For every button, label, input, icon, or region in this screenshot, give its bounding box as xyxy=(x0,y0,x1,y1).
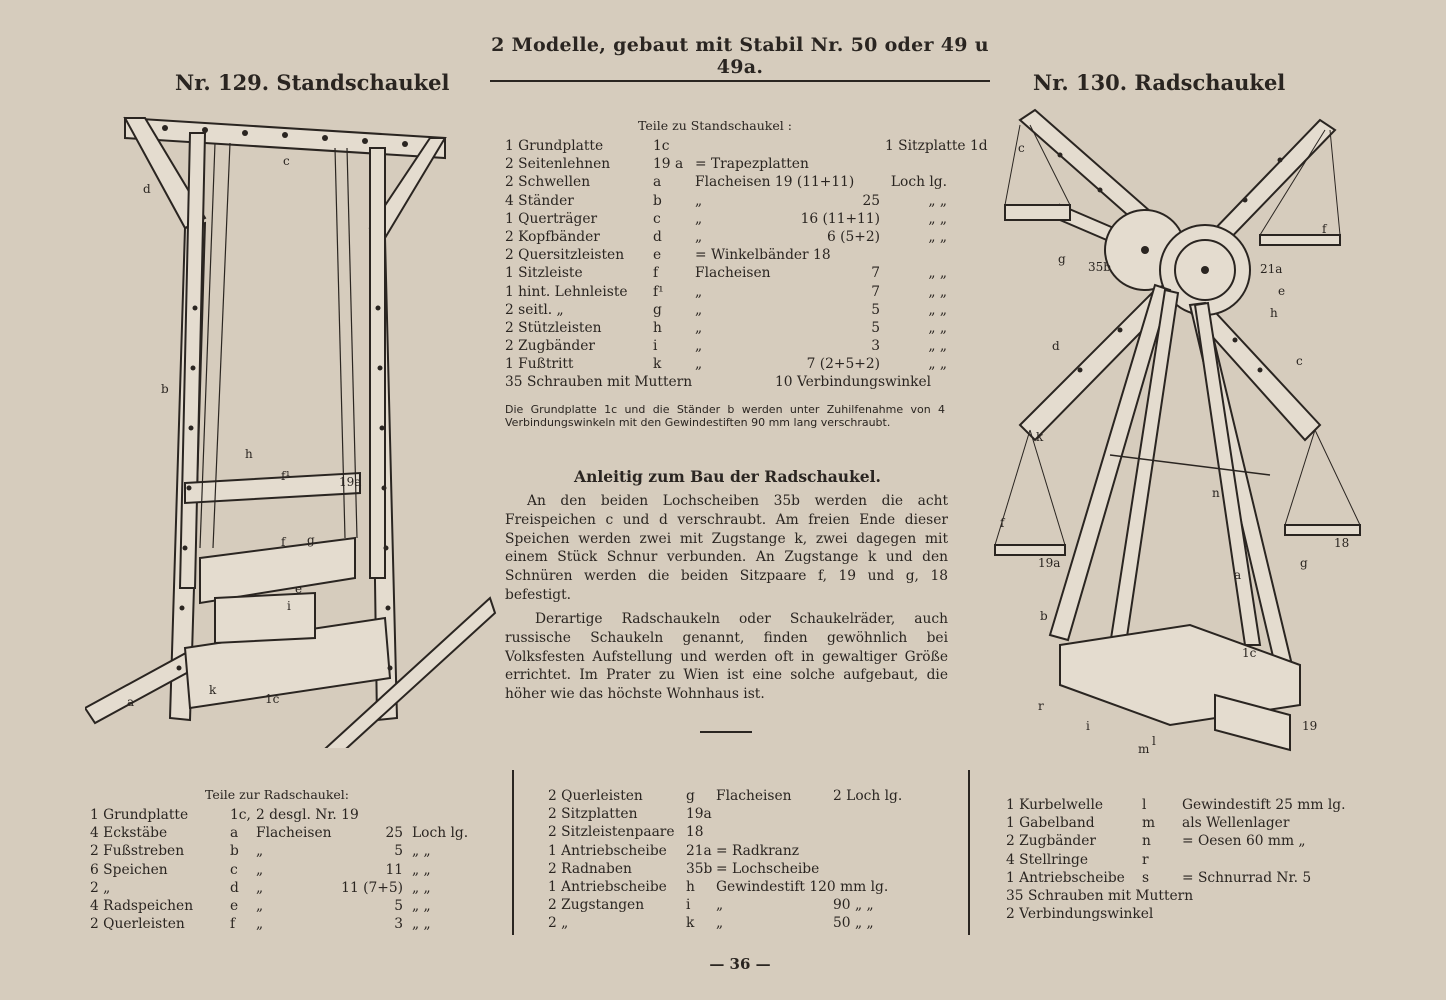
parts-cell: 25 xyxy=(862,192,880,209)
parts-cell: „ „ xyxy=(412,897,431,914)
parts-row xyxy=(548,805,928,823)
divider xyxy=(700,731,752,733)
parts-cell: „ xyxy=(695,338,703,355)
parts-cell: s xyxy=(1142,869,1150,886)
page-number: — 36 — xyxy=(709,955,771,973)
label-g-top: g xyxy=(1058,252,1066,266)
parts-cell: „ xyxy=(695,319,703,336)
label-d: d xyxy=(1052,339,1060,353)
parts-cell: „ „ xyxy=(412,861,431,878)
parts-row xyxy=(548,896,928,914)
parts-cell: g xyxy=(686,788,695,804)
parts-cell: 10 Verbindungswinkel xyxy=(775,374,932,391)
parts-list-129 xyxy=(505,137,988,392)
parts-cell: 1c xyxy=(653,138,670,154)
parts-cell: 2 Quersitzleisten xyxy=(505,247,625,264)
parts-row xyxy=(505,337,950,355)
label-e: e xyxy=(1278,284,1286,298)
label-e: e xyxy=(295,582,303,596)
parts-cell: Loch lg. xyxy=(890,174,947,191)
label-f-top: f xyxy=(1322,222,1327,236)
label-k: k xyxy=(1036,430,1044,444)
parts-cell: 18 xyxy=(686,824,704,841)
parts-cell: f xyxy=(230,916,236,933)
parts-row xyxy=(505,246,950,264)
parts-row xyxy=(548,823,928,841)
parts-cell: r xyxy=(1142,851,1149,868)
parts-cell: „ „ xyxy=(928,319,947,336)
parts-row xyxy=(505,283,950,301)
parts-cell: „ „ xyxy=(928,265,947,282)
parts-heading-129: Teile zu Standschaukel : xyxy=(638,118,792,133)
parts-cell: 7 xyxy=(871,283,880,300)
parts-cell: „ xyxy=(716,915,724,932)
radschaukel-parts-col-1 xyxy=(90,806,480,933)
parts-cell: i xyxy=(653,338,658,355)
parts-cell: a xyxy=(230,825,239,842)
label-19a: 19a xyxy=(1038,556,1061,570)
parts-cell: „ xyxy=(256,897,264,914)
parts-row xyxy=(90,861,480,879)
parts-cell: 2 Querleisten xyxy=(90,916,185,933)
label-18: 18 xyxy=(1334,536,1350,550)
parts-cell: = Oesen 60 mm „ xyxy=(1182,833,1306,850)
page-title: 2 Modelle, gebaut mit Stabil Nr. 50 oder 49 u 49a. xyxy=(490,34,990,82)
label-l: l xyxy=(1152,734,1156,748)
parts-cell: 1 Fußtritt xyxy=(505,356,574,373)
parts-cell: k xyxy=(653,356,662,373)
parts-cell: a xyxy=(653,174,662,191)
parts-cell: 5 xyxy=(871,301,880,318)
label-g-right: g xyxy=(1300,556,1308,570)
parts-cell: „ „ xyxy=(928,228,947,245)
parts-cell: 1 Antriebscheibe xyxy=(548,878,667,895)
parts-cell: 4 Radspeichen xyxy=(90,897,194,914)
parts-row xyxy=(1006,814,1381,832)
parts-row xyxy=(505,192,950,210)
parts-cell: „ „ xyxy=(928,192,947,209)
parts-cell: 16 (11+11) xyxy=(800,210,880,227)
label-19: 19 xyxy=(1302,719,1318,733)
parts-cell: 3 xyxy=(871,338,880,355)
label-a: a xyxy=(1234,568,1242,582)
parts-row xyxy=(505,301,950,319)
radschaukel-parts-heading: Teile zur Radschaukel: xyxy=(205,787,350,802)
label-f-left: f xyxy=(1000,516,1005,530)
parts-row xyxy=(1006,869,1381,887)
parts-cell: „ „ xyxy=(928,356,947,373)
parts-cell: f¹ xyxy=(653,283,664,300)
instructions-paragraph-1: An den beiden Lochscheiben 35b werden die acht Freispeichen c und d verschraubt. Am freien Ende dieser Speichen werden zwei mit Zugstange k, zwei dagegen mit einem Stück Schnur verbunden. An Zugstange k und den Schnüren werden die beiden Sitzpaare f, 19 und g, 18 befestigt. xyxy=(505,493,948,603)
parts-cell: = Trapezplatten xyxy=(695,156,809,173)
parts-cell: „ xyxy=(695,301,703,318)
label-d: d xyxy=(143,182,151,196)
parts-cell: „ xyxy=(695,192,703,209)
parts-cell: 2 desgl. Nr. 19 xyxy=(256,807,359,823)
parts-cell: 1 Querträger xyxy=(505,210,598,227)
label-n: n xyxy=(1212,486,1220,500)
parts-cell: „ „ xyxy=(928,283,947,300)
parts-cell: 2 Sitzplatten xyxy=(548,806,638,823)
parts-cell: 2 Loch lg. xyxy=(833,788,903,804)
parts-cell: Flacheisen xyxy=(256,825,332,842)
parts-cell: 2 Stützleisten xyxy=(505,319,602,336)
standschaukel-illustration xyxy=(85,108,500,748)
parts-cell: l xyxy=(1142,797,1147,813)
label-i: i xyxy=(1086,719,1090,733)
parts-cell: 90 „ „ xyxy=(833,897,874,914)
parts-cell: 25 xyxy=(385,825,403,842)
parts-cell: „ xyxy=(256,879,264,896)
parts-row xyxy=(1006,851,1381,869)
label-r: r xyxy=(1038,699,1044,713)
parts-row xyxy=(548,914,928,932)
label-1c: 1c xyxy=(265,692,280,706)
label-a: a xyxy=(127,695,135,709)
parts-cell: n xyxy=(1142,833,1151,850)
parts-cell: 6 Speichen xyxy=(90,861,168,878)
parts-row xyxy=(505,137,988,155)
parts-cell: b xyxy=(230,843,239,860)
parts-cell: g xyxy=(653,301,662,318)
parts-row xyxy=(1006,905,1381,923)
parts-cell: 1 Antriebscheibe xyxy=(1006,869,1125,886)
parts-cell: „ „ xyxy=(928,338,947,355)
parts-cell: e xyxy=(230,897,239,914)
parts-cell: „ xyxy=(695,283,703,300)
label-h: h xyxy=(245,447,253,461)
parts-cell: c xyxy=(230,861,238,878)
parts-cell: „ „ xyxy=(412,916,431,933)
parts-cell: 2 Zugbänder xyxy=(1006,833,1097,850)
parts-cell: „ „ xyxy=(928,210,947,227)
parts-cell: 2 „ xyxy=(90,879,111,896)
label-21a: 21a xyxy=(1260,262,1283,276)
parts-cell: 11 xyxy=(385,861,403,878)
parts-cell: 11 (7+5) xyxy=(341,879,403,896)
parts-cell: Gewindestift 120 mm lg. xyxy=(716,878,889,895)
radschaukel-illustration xyxy=(990,105,1380,755)
parts-cell: „ xyxy=(256,916,264,933)
parts-cell: Flacheisen xyxy=(695,265,771,282)
parts-cell: „ xyxy=(256,843,264,860)
parts-cell: „ xyxy=(256,861,264,878)
parts-row xyxy=(505,155,950,173)
parts-row xyxy=(505,319,950,337)
parts-cell: 2 „ xyxy=(548,915,569,932)
parts-cell: 4 Stellringe xyxy=(1006,851,1089,868)
parts-cell: = Schnurrad Nr. 5 xyxy=(1182,869,1312,886)
parts-row xyxy=(505,355,950,373)
label-c-right: c xyxy=(1296,354,1303,368)
parts-cell: e xyxy=(653,247,662,264)
parts-cell: als Wellenlager xyxy=(1182,815,1290,832)
model-129-title: Nr. 129. Standschaukel xyxy=(175,70,450,95)
label-b: b xyxy=(161,382,169,396)
parts-cell: 2 Zugstangen xyxy=(548,897,645,914)
parts-cell: 1 Sitzplatte 1d xyxy=(885,138,988,154)
parts-cell: 19a xyxy=(686,806,712,823)
parts-cell: 6 (5+2) xyxy=(826,228,880,245)
assembly-note: Die Grundplatte 1c und die Ständer b werden unter Zuhilfenahme von 4 Verbindungswinkeln mit den Gewindestiften 90 mm lang verschraubt. xyxy=(505,403,945,429)
parts-cell: „ xyxy=(716,897,724,914)
parts-row xyxy=(1006,887,1381,905)
parts-cell: 2 Radnaben xyxy=(548,860,632,877)
label-i: i xyxy=(287,599,291,613)
parts-row xyxy=(548,860,928,878)
parts-row xyxy=(1006,832,1381,850)
parts-cell: „ „ xyxy=(412,879,431,896)
parts-cell: m xyxy=(1142,815,1156,832)
parts-cell: 2 Sitzleistenpaare xyxy=(548,824,675,841)
parts-cell: = Radkranz xyxy=(716,842,800,859)
label-f1: f¹ xyxy=(281,469,291,483)
parts-cell: 5 xyxy=(394,843,403,860)
parts-cell: d xyxy=(230,879,239,896)
parts-row xyxy=(548,842,928,860)
parts-cell: 21a xyxy=(686,842,712,859)
parts-cell: i xyxy=(686,897,691,914)
parts-row xyxy=(1006,796,1381,814)
parts-cell: 1 Sitzleiste xyxy=(505,265,583,282)
parts-cell: „ „ xyxy=(412,843,431,860)
parts-cell: 1c, xyxy=(230,807,251,823)
parts-row xyxy=(505,228,950,246)
parts-cell: = Winkelbänder 18 xyxy=(695,247,831,264)
parts-row xyxy=(505,264,950,282)
parts-cell: 19 a xyxy=(653,156,684,173)
parts-cell: 1 Gabelband xyxy=(1006,815,1095,832)
parts-cell: 2 Verbindungswinkel xyxy=(1006,906,1154,923)
parts-cell: 2 seitl. „ xyxy=(505,301,564,318)
parts-cell: 3 xyxy=(394,916,403,933)
parts-cell: b xyxy=(653,192,662,209)
parts-cell: f xyxy=(653,265,659,282)
parts-cell: 2 Querleisten xyxy=(548,788,643,804)
parts-cell: h xyxy=(653,319,662,336)
parts-row xyxy=(90,842,480,860)
parts-row xyxy=(90,897,480,915)
parts-cell: 50 „ „ xyxy=(833,915,874,932)
label-h: h xyxy=(1270,306,1278,320)
parts-cell: 7 (2+5+2) xyxy=(806,356,880,373)
parts-cell: „ xyxy=(695,228,703,245)
label-k: k xyxy=(209,683,217,697)
parts-cell: k xyxy=(686,915,695,932)
column-divider-2 xyxy=(968,770,970,935)
parts-cell: Gewindestift 25 mm lg. xyxy=(1182,797,1346,813)
parts-cell: Flacheisen 19 (11+11) xyxy=(695,174,855,191)
radschaukel-parts-col-3 xyxy=(1006,796,1381,923)
parts-cell: 35 Schrauben mit Muttern xyxy=(1006,887,1194,904)
parts-cell: 5 xyxy=(394,897,403,914)
label-35b: 35b xyxy=(1088,260,1111,274)
parts-cell: d xyxy=(653,228,662,245)
parts-cell: 2 Seitenlehnen xyxy=(505,156,611,173)
label-c: c xyxy=(283,154,290,168)
label-19a: 19a xyxy=(339,475,362,489)
parts-row xyxy=(548,878,928,896)
parts-cell: h xyxy=(686,878,695,895)
label-g: g xyxy=(307,533,315,547)
parts-row xyxy=(90,879,480,897)
parts-cell: 1 hint. Lehnleiste xyxy=(505,283,628,300)
parts-cell: „ „ xyxy=(928,301,947,318)
parts-cell: = Lochscheibe xyxy=(716,860,820,877)
label-b: b xyxy=(1040,609,1048,623)
parts-cell: 5 xyxy=(871,319,880,336)
parts-cell: 1 Antriebscheibe xyxy=(548,842,667,859)
parts-cell: 7 xyxy=(871,265,880,282)
parts-cell: 1 Grundplatte xyxy=(90,807,189,823)
parts-row xyxy=(505,173,950,191)
parts-cell: „ xyxy=(695,210,703,227)
parts-cell: 4 Ständer xyxy=(505,192,574,209)
parts-row xyxy=(548,787,928,805)
parts-cell: 4 Eckstäbe xyxy=(90,825,168,842)
parts-row xyxy=(90,915,480,933)
instructions-paragraph-2: Derartige Radschaukeln oder Schaukelräder, auch russische Schaukeln genannt, finden gewöhnlich bei Volksfesten Aufstellung und werden oft in gewaltiger Größe errichtet. Im Prater zu Wien ist eine solche aufgebaut, die höher wie das höchste Wohnhaus ist. xyxy=(505,611,948,703)
parts-row xyxy=(505,210,950,228)
parts-cell: Flacheisen xyxy=(716,788,792,804)
model-130-title: Nr. 130. Radschaukel xyxy=(1033,70,1286,95)
parts-cell: 35 Schrauben mit Muttern xyxy=(505,374,693,391)
parts-cell: 1 Grundplatte xyxy=(505,138,604,154)
parts-cell: „ xyxy=(695,356,703,373)
parts-cell: c xyxy=(653,210,661,227)
parts-cell: 35b xyxy=(686,860,713,877)
parts-cell: 1 Kurbelwelle xyxy=(1006,797,1104,813)
parts-cell: 2 Zugbänder xyxy=(505,338,596,355)
column-divider-1 xyxy=(512,770,514,935)
instructions-heading: Anleitig zum Bau der Radschaukel. xyxy=(574,467,881,486)
label-f: f xyxy=(281,535,286,549)
parts-cell: Loch lg. xyxy=(412,825,469,842)
radschaukel-parts-col-2 xyxy=(548,787,928,933)
label-m: m xyxy=(1138,742,1150,755)
parts-cell: 2 Schwellen xyxy=(505,174,591,191)
parts-cell: 2 Kopfbänder xyxy=(505,228,600,245)
label-1c: 1c xyxy=(1242,646,1257,660)
parts-row xyxy=(90,806,480,824)
parts-cell: 2 Fußstreben xyxy=(90,843,185,860)
label-c-top: c xyxy=(1018,141,1025,155)
parts-row xyxy=(90,824,480,842)
parts-row xyxy=(505,373,950,391)
